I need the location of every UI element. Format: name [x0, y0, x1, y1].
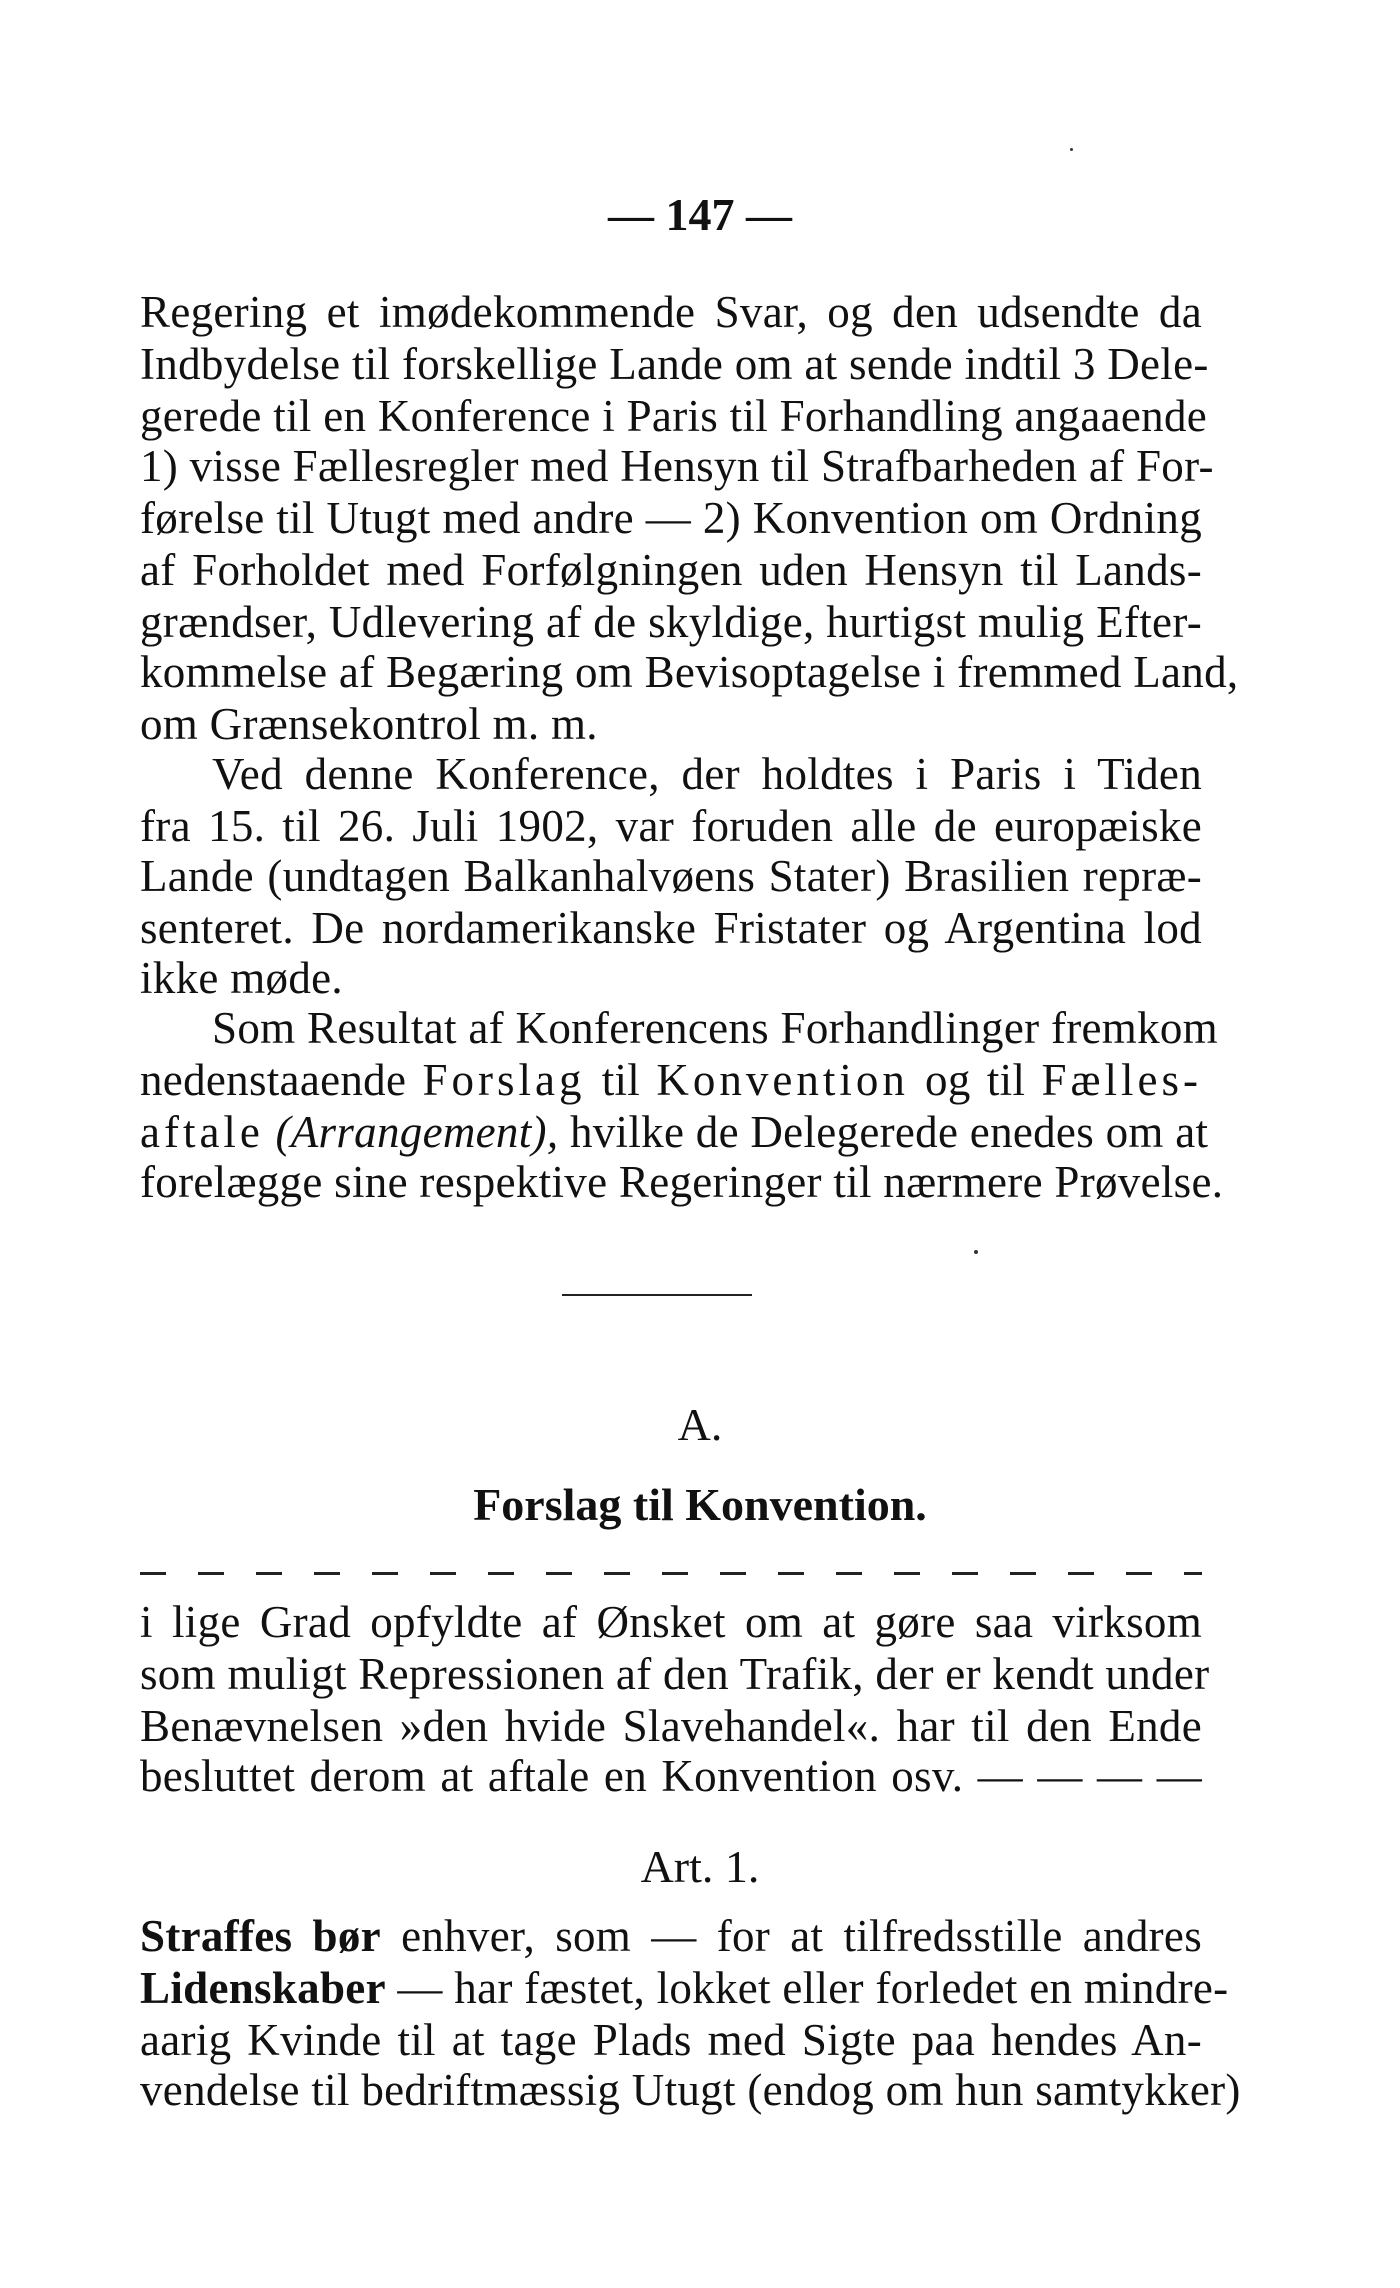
text-line: aarig Kvinde til at tage Plads med Sigte paa hendes An-: [140, 2015, 1202, 2065]
text-line: Ved denne Konference, der holdtes i Paris i Tiden: [212, 749, 1202, 799]
text-line: gerede til en Konference i Paris til Forhandling angaaende: [140, 391, 1208, 441]
text-line: af Forholdet med Forfølgningen uden Hensyn til Lands-: [140, 545, 1202, 595]
text-run-italic: (Arrangement),: [275, 1107, 559, 1157]
text-line: i lige Grad opfyldte af Ønsket om at gøre saa virksom: [140, 1597, 1202, 1647]
text-line: [140, 1910, 1202, 1962]
text-line: [140, 1054, 1202, 1106]
section-title: Forslag til Konvention.: [473, 1479, 927, 1530]
text-line: om Grænsekontrol m. m.: [140, 699, 598, 749]
text-line: førelse til Utugt med andre — 2) Konvention om Ordning: [140, 493, 1202, 543]
text-line: Benævnelsen »den hvide Slavehandel«. har til den Ende: [140, 1701, 1202, 1751]
text-run-spaced: aftale: [140, 1107, 264, 1157]
text-line: [140, 1106, 1209, 1158]
text-line: senteret. De nordamerikanske Fristater og Argentina lod: [140, 903, 1202, 953]
text-line: Regering et imødekommende Svar, og den udsendte da: [140, 287, 1202, 337]
text-run: — har fæstet, lokket eller forledet en mindre-: [397, 1963, 1229, 2013]
text-line: som muligt Repressionen af den Trafik, der er kendt under: [140, 1649, 1210, 1699]
article-heading: Art. 1.: [640, 1841, 760, 1892]
text-run-spaced: Fælles-: [1041, 1055, 1203, 1105]
text-line: [140, 1962, 1229, 2014]
page-number: — 147 —: [608, 189, 792, 240]
text-run: enhver, som — for at tilfredsstille andres: [401, 1911, 1203, 1961]
text-line: kommelse af Begæring om Bevisoptagelse i fremmed Land,: [140, 647, 1239, 697]
text-line: forelægge sine respektive Regeringer til nærmere Prøvelse.: [140, 1157, 1224, 1207]
omission-dashes: [140, 1572, 1202, 1575]
text-run-bold: Straffes bør: [140, 1911, 381, 1961]
print-speck: [974, 1250, 978, 1254]
section-divider: [562, 1294, 752, 1296]
text-line: vendelse til bedriftmæssig Utugt (endog om hun samtykker): [140, 2065, 1241, 2115]
text-line: besluttet derom at aftale en Konvention osv. — — — —: [140, 1751, 1202, 1801]
section-letter: A.: [677, 1399, 723, 1450]
text-run-bold: Lidenskaber: [140, 1963, 386, 2013]
text-line: fra 15. til 26. Juli 1902, var foruden alle de europæiske: [140, 801, 1202, 851]
text-line: Lande (undtagen Balkanhalvøens Stater) Brasilien repræ-: [140, 851, 1202, 901]
print-speck: [1070, 148, 1073, 151]
text-line: Indbydelse til forskellige Lande om at sende indtil 3 Dele-: [140, 339, 1209, 389]
text-run: til: [601, 1055, 641, 1105]
text-line: Som Resultat af Konferencens Forhandlinger fremkom: [212, 1003, 1218, 1053]
text-line: ikke møde.: [140, 953, 343, 1003]
text-line: 1) visse Fællesregler med Hensyn til Strafbarheden af For-: [140, 441, 1214, 491]
text-line: grændser, Udlevering af de skyldige, hurtigst mulig Efter-: [140, 597, 1202, 647]
text-run: hvilke de Delegerede enedes om at: [569, 1107, 1209, 1157]
text-run-spaced: Konvention: [656, 1055, 909, 1105]
text-run: og til: [925, 1055, 1026, 1105]
text-run-spaced: Forslag: [422, 1055, 586, 1105]
text-run: nedenstaaende: [140, 1055, 407, 1105]
